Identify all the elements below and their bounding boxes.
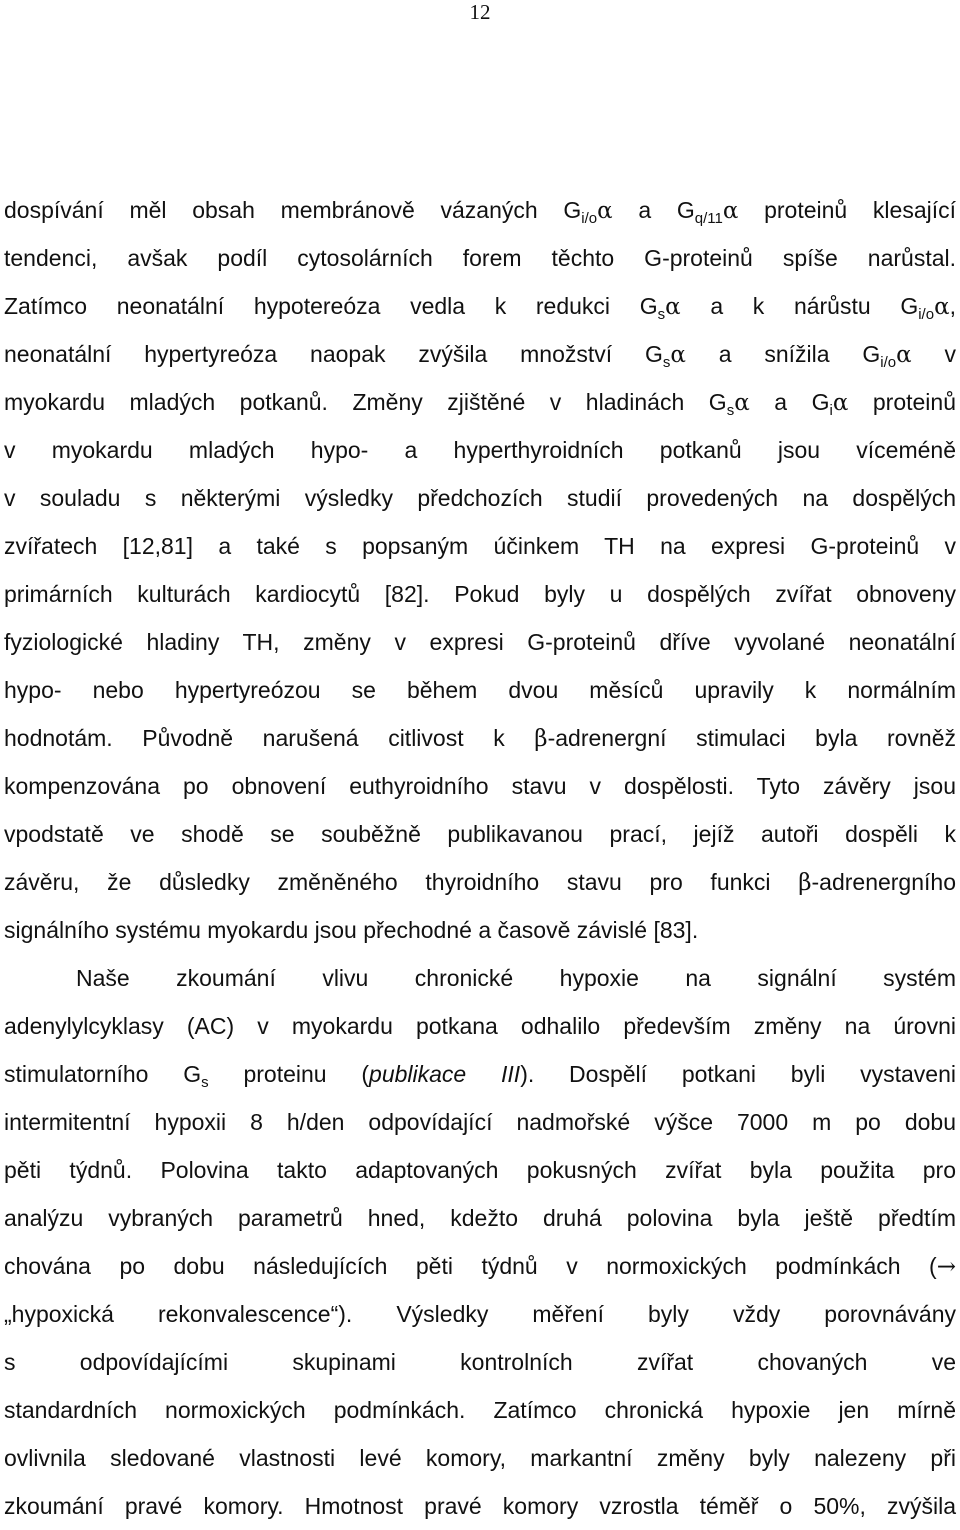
- text-run: v: [911, 341, 956, 367]
- text-run: -adrenergní stimulaci byla rovněž: [547, 725, 956, 751]
- text-run: a G: [749, 389, 830, 415]
- greek-symbol: α: [896, 342, 912, 368]
- text-run: stimulatorního G: [4, 1061, 202, 1087]
- text-run: fyziologické hladiny TH, změny v expresi G-proteinů dříve vyvolané neonatální: [4, 629, 956, 655]
- text-run: intermitentní hypoxii 8 h/den odpovídající nadmořské výšce 7000 m po dobu: [4, 1109, 956, 1135]
- text-line: [4, 282, 956, 330]
- text-line: [4, 954, 956, 1002]
- text-run: v souladu s některými výsledky předchozích studií provedených na dospělých: [4, 485, 956, 511]
- text-line: [4, 906, 956, 954]
- text-line: [4, 618, 956, 666]
- text-line: [4, 762, 956, 810]
- greek-symbol: β: [534, 726, 548, 752]
- greek-symbol: α: [734, 390, 750, 416]
- text-run: a k nárůstu G: [680, 293, 919, 319]
- text-run: dospívání měl obsah membránově vázaných G: [4, 197, 582, 223]
- text-run: kompenzována po obnovení euthyroidního stavu v dospělosti. Tyto závěry jsou: [4, 773, 956, 799]
- subscript: q/11: [694, 210, 723, 227]
- text-line: [4, 1002, 956, 1050]
- text-run: zvířatech [12,81] a také s popsaným účinkem TH na expresi G-proteinů v: [4, 533, 956, 559]
- text-run: ,: [949, 293, 956, 319]
- text-line: [4, 1386, 956, 1434]
- italic-text: publikace III: [369, 1061, 521, 1087]
- text-line: [4, 714, 956, 762]
- greek-symbol: β: [798, 870, 812, 896]
- subscript: s: [726, 402, 735, 419]
- text-run: a snížila G: [685, 341, 881, 367]
- text-line: [4, 426, 956, 474]
- text-line: [4, 1146, 956, 1194]
- text-run: a G: [612, 197, 695, 223]
- text-line: [4, 330, 956, 378]
- subscript: i/o: [918, 306, 935, 323]
- text-run: primárních kulturách kardiocytů [82]. Pokud byly u dospělých zvířat obnoveny: [4, 581, 956, 607]
- text-line: [4, 858, 956, 906]
- text-run: „hypoxická rekonvalescence“). Výsledky měření byly vždy porovnávány: [4, 1301, 956, 1327]
- text-line: [4, 1338, 956, 1386]
- text-run: s odpovídajícími skupinami kontrolních zvířat chovaných ve: [4, 1349, 956, 1375]
- text-line: [4, 1098, 956, 1146]
- text-run: ). Dospělí potkani byli vystaveni: [520, 1061, 956, 1087]
- text-run: Naše zkoumání vlivu chronické hypoxie na signální systém: [76, 965, 956, 991]
- subscript: s: [201, 1074, 209, 1091]
- text-line: [4, 234, 956, 282]
- body-text: [4, 186, 956, 1530]
- text-run: standardních normoxických podmínkách. Zatímco chronická hypoxie jen mírně: [4, 1397, 956, 1423]
- greek-symbol: α: [597, 198, 613, 224]
- text-line: [4, 1194, 956, 1242]
- text-line: [4, 570, 956, 618]
- greek-symbol: α: [934, 294, 950, 320]
- text-line: [4, 810, 956, 858]
- text-line: [4, 1290, 956, 1338]
- text-run: vpodstatě ve shodě se souběžně publikavanou prací, jejíž autoři dospěli k: [4, 821, 956, 847]
- text-run: pěti týdnů. Polovina takto adaptovaných pokusných zvířat byla použita pro: [4, 1157, 956, 1183]
- subscript: i: [829, 402, 833, 419]
- greek-symbol: α: [670, 342, 686, 368]
- text-line: [4, 1482, 956, 1530]
- text-line: [4, 1242, 956, 1290]
- text-run: myokardu mladých potkanů. Změny zjištěné v hladinách G: [4, 389, 727, 415]
- text-line: [4, 378, 956, 426]
- text-run: zkoumání pravé komory. Hmotnost pravé komory vzrostla téměř o 50%, zvýšila: [4, 1493, 956, 1519]
- page-number: 12: [469, 0, 491, 24]
- text-run: signálního systému myokardu jsou přechodné a časově závislé [83].: [4, 917, 699, 943]
- greek-symbol: α: [665, 294, 681, 320]
- text-run: neonatální hypertyreóza naopak zvýšila množství G: [4, 341, 663, 367]
- text-run: v myokardu mladých hypo- a hyperthyroidních potkanů jsou víceméně: [4, 437, 956, 463]
- text-run: hodnotám. Původně narušená citlivost k: [4, 725, 535, 751]
- text-line: [4, 522, 956, 570]
- text-line: [4, 474, 956, 522]
- text-run: tendenci, avšak podíl cytosolárních forem těchto G-proteinů spíše narůstal.: [4, 245, 956, 271]
- text-line: [4, 1050, 956, 1098]
- text-run: analýzu vybraných parametrů hned, kdežto druhá polovina byla ještě předtím: [4, 1205, 956, 1231]
- text-run: proteinu (: [208, 1061, 370, 1087]
- greek-symbol: α: [832, 390, 849, 416]
- text-line: [4, 666, 956, 714]
- text-line: [4, 1434, 956, 1482]
- subscript: i/o: [880, 354, 897, 371]
- text-run: Zatímco neonatální hypotereóza vedla k redukci G: [4, 293, 658, 319]
- text-run: adenylylcyklasy (AC) v myokardu potkana odhalilo především změny na úrovni: [4, 1013, 956, 1039]
- text-run: proteinů: [848, 389, 957, 415]
- text-run: závěru, že důsledky změněného thyroidního stavu pro funkci: [4, 869, 799, 895]
- subscript: s: [657, 306, 666, 323]
- text-run: chována po dobu následujících pěti týdnů v normoxických podmínkách (: [4, 1253, 937, 1279]
- greek-symbol: →: [936, 1254, 956, 1280]
- text-line: [4, 186, 956, 234]
- greek-symbol: α: [722, 198, 739, 224]
- subscript: i/o: [581, 210, 598, 227]
- text-run: hypo- nebo hypertyreózou se během dvou měsíců upravily k normálním: [4, 677, 956, 703]
- text-run: ovlivnila sledované vlastnosti levé komory, markantní změny byly nalezeny při: [4, 1445, 956, 1471]
- subscript: s: [662, 354, 671, 371]
- text-run: proteinů klesající: [738, 197, 956, 223]
- text-run: -adrenergního: [811, 869, 956, 895]
